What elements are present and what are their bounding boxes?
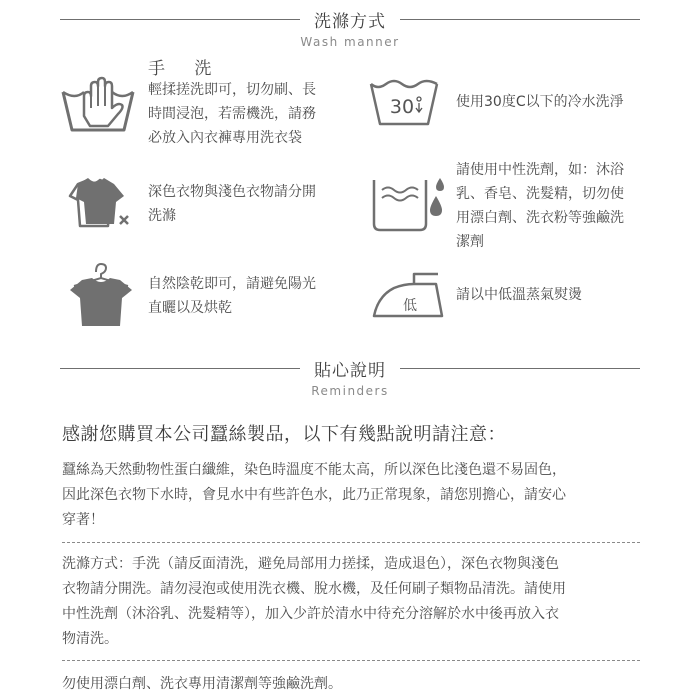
paragraph-line: 洗滌方式：手洗（請反面清洗，避免局部用力搓揉，造成退色），深色衣物與淺色 (62, 556, 559, 572)
thanks-heading: 感謝您購買本公司蠶絲製品，以下有幾點說明請注意： (62, 424, 506, 445)
divider-dashed (62, 542, 640, 543)
neutral-detergent-text (456, 158, 624, 254)
paragraph-line: 物清洗。 (62, 631, 118, 647)
wash-30-label: 30 (389, 96, 415, 118)
iron-low-text-line: 請以中低溫蒸氣熨燙 (456, 287, 582, 303)
reminder-section-title: 貼心說明 (314, 361, 386, 381)
hand-wash-icon (60, 72, 136, 140)
paragraph-line: 中性洗劑（沐浴乳、洗髮精等），加入少許於清水中待充分溶解於水中後再放入衣 (62, 606, 559, 622)
separate-colors-icon (62, 174, 134, 238)
separate-colors-text (148, 180, 316, 228)
reminder-paragraph-3 (62, 672, 642, 697)
paragraph-line: 因此深色衣物下水時，會見水中有些許色水，此乃正常現象，請您別擔心，請安心 (62, 487, 566, 503)
wash-section-subtitle: Wash manner (300, 35, 400, 49)
hand-wash-text-line: 必放入內衣褲專用洗衣袋 (148, 130, 302, 146)
neutral-detergent-text-line: 請使用中性洗劑，如：沐浴 (456, 162, 624, 178)
separate-colors-text-line: 深色衣物與淺色衣物請分開 (148, 184, 316, 200)
hand-wash-text (148, 78, 316, 150)
wash-section-title: 洗滌方式 (314, 12, 386, 32)
hand-wash-title: 手 洗 (148, 59, 224, 79)
wash-30-icon (368, 78, 440, 132)
wash-30-text-line: 使用30度C以下的冷水洗淨 (456, 94, 624, 110)
iron-low-label: 低 (403, 298, 417, 314)
divider-dashed (62, 660, 640, 661)
neutral-detergent-text-line: 乳、香皂、洗髮精，切勿使 (456, 186, 624, 202)
paragraph-line: 勿使用漂白劑、洗衣專用清潔劑等強鹼洗劑。 (62, 676, 342, 692)
hang-dry-text-line: 直曬以及烘乾 (148, 300, 232, 316)
hang-dry-text-line: 自然陰乾即可，請避免陽光 (148, 276, 316, 292)
reminder-paragraph-1 (62, 458, 642, 533)
iron-low-icon (370, 266, 446, 326)
paragraph-line: 蠶絲為天然動物性蛋白纖維，染色時溫度不能太高，所以深色比淺色還不易固色， (62, 462, 566, 478)
neutral-detergent-text-line: 潔劑 (456, 234, 484, 250)
wash-30-text (456, 90, 624, 114)
paragraph-line: 穿著！ (62, 512, 104, 528)
hand-wash-text-line: 輕揉搓洗即可，切勿刷、長 (148, 82, 316, 98)
neutral-detergent-text-line: 用漂白劑、洗衣粉等強鹼洗 (456, 210, 624, 226)
neutral-detergent-icon (370, 174, 450, 240)
reminder-section-subtitle: Reminders (311, 384, 389, 398)
separate-colors-text-line: 洗滌 (148, 208, 176, 224)
reminder-paragraph-2 (62, 552, 642, 652)
hand-wash-text-line: 時間浸泡，若需機洗，請務 (148, 106, 316, 122)
iron-low-text (456, 283, 582, 307)
hang-dry-icon (66, 258, 136, 334)
hang-dry-text (148, 272, 316, 320)
paragraph-line: 衣物請分開洗。請勿浸泡或使用洗衣機、脫水機，及任何刷子類物品清洗。請使用 (62, 581, 566, 597)
